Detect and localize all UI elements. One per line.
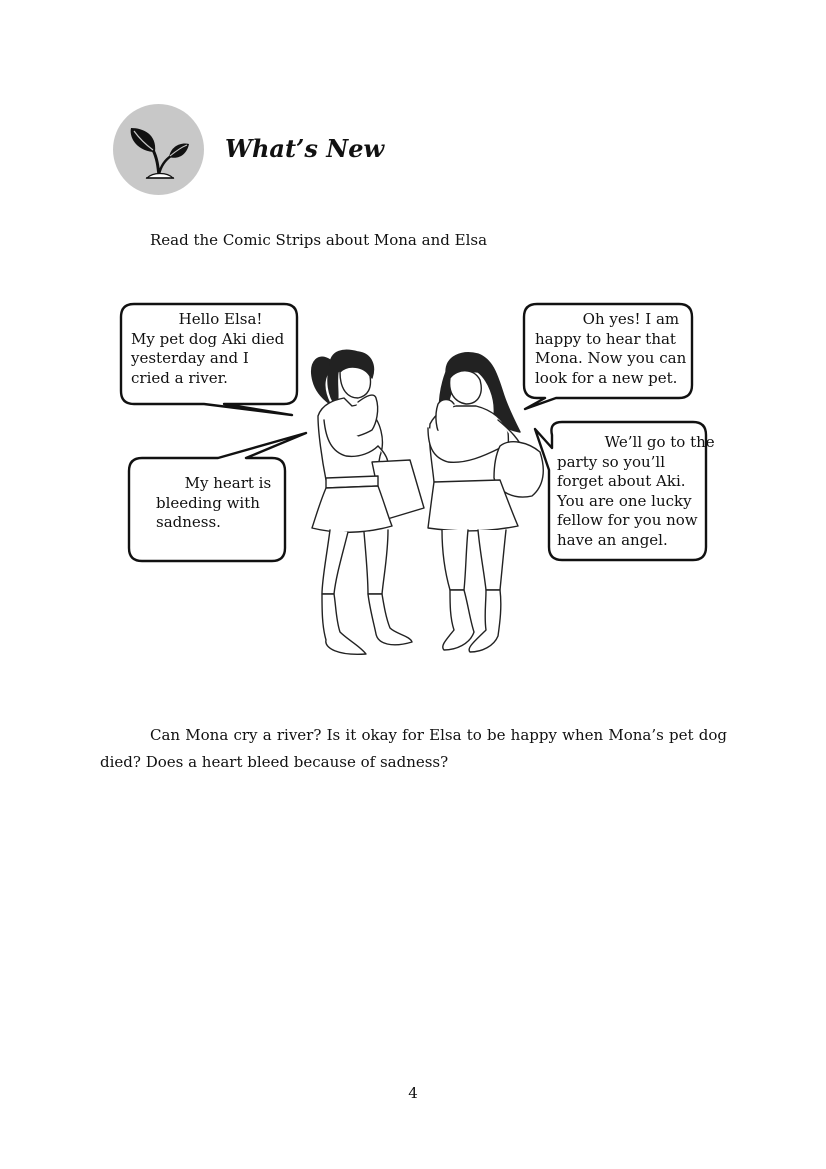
speech-text-mona-2: My heart is bleeding with sadness.	[156, 474, 272, 531]
elsa-figure	[428, 353, 543, 652]
intro-instruction: Read the Comic Strips about Mona and Elsa	[150, 231, 488, 249]
mona-figure	[312, 350, 424, 654]
section-title: What’s New	[225, 134, 385, 163]
speech-text-elsa-1: Oh yes! I am happy to hear that Mona. Now you can look for a new pet.	[535, 310, 687, 387]
speech-text-elsa-2: We’ll go to the party so you’ll forget about Aki. You are one lucky fellow for you now have an angel.	[557, 433, 715, 549]
speech-text-mona-1: Hello Elsa! My pet dog Aki died yesterday and I cried a river.	[131, 310, 285, 387]
reflection-questions: Can Mona cry a river? Is it okay for Elsa to be happy when Mona’s pet dog died? Does a heart bleed because of sadness?	[100, 726, 727, 771]
page-number: 4	[408, 1084, 418, 1102]
